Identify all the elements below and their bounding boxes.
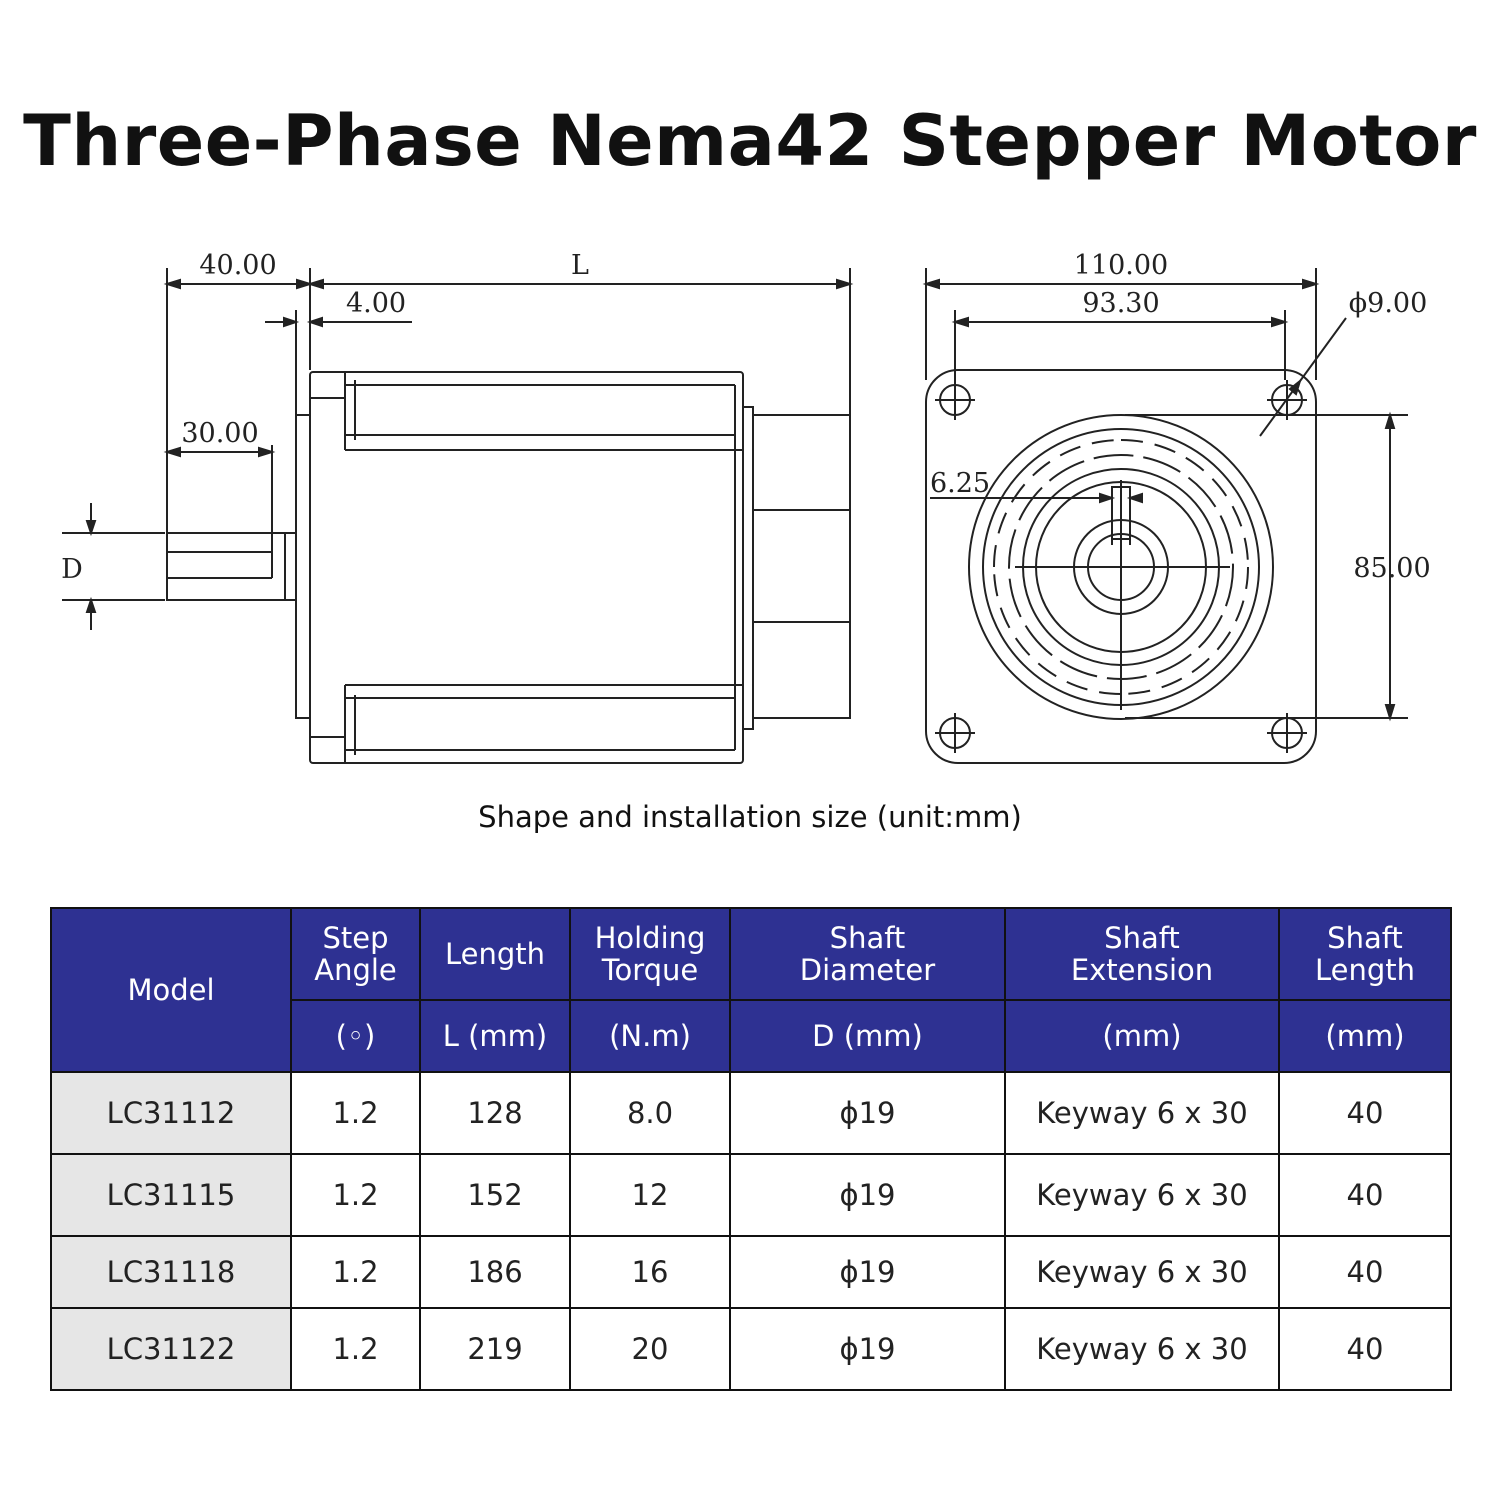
cell-diameter: ϕ19 bbox=[730, 1308, 1005, 1390]
cell-step-angle: 1.2 bbox=[291, 1308, 420, 1390]
cell-extension: Keyway 6 x 30 bbox=[1005, 1236, 1279, 1308]
header-shaft-extension: Shaft Extension bbox=[1005, 908, 1279, 1000]
dim-D-label: D bbox=[61, 554, 83, 585]
cell-length: 219 bbox=[420, 1308, 570, 1390]
header-step-angle: Step Angle bbox=[291, 908, 420, 1000]
header-length: Length bbox=[420, 908, 570, 1000]
table-row bbox=[51, 1154, 1451, 1236]
cell-extension: Keyway 6 x 30 bbox=[1005, 1154, 1279, 1236]
cell-shaft-length: 40 bbox=[1279, 1072, 1451, 1154]
cell-model: LC31112 bbox=[51, 1072, 291, 1154]
cell-torque: 16 bbox=[570, 1236, 730, 1308]
page-title: Three-Phase Nema42 Stepper Motor bbox=[23, 100, 1477, 182]
unit-shaft-extension: (mm) bbox=[1005, 1000, 1279, 1072]
dim-30-label: 30.00 bbox=[181, 418, 259, 449]
dim-625-label: 6.25 bbox=[929, 468, 991, 499]
unit-step-angle: (◦) bbox=[291, 1000, 420, 1072]
cell-diameter: ϕ19 bbox=[730, 1072, 1005, 1154]
dim-hole-label: ϕ9.00 bbox=[1348, 288, 1428, 319]
cell-model: LC31115 bbox=[51, 1154, 291, 1236]
unit-holding-torque: (N.m) bbox=[570, 1000, 730, 1072]
spec-table bbox=[50, 907, 1452, 1391]
header-holding-torque: Holding Torque bbox=[570, 908, 730, 1000]
cell-extension: Keyway 6 x 30 bbox=[1005, 1072, 1279, 1154]
cell-torque: 8.0 bbox=[570, 1072, 730, 1154]
cell-torque: 12 bbox=[570, 1154, 730, 1236]
table-row bbox=[51, 1072, 1451, 1154]
cell-shaft-length: 40 bbox=[1279, 1236, 1451, 1308]
cell-diameter: ϕ19 bbox=[730, 1154, 1005, 1236]
cell-shaft-length: 40 bbox=[1279, 1308, 1451, 1390]
table-row bbox=[51, 1236, 1451, 1308]
cell-shaft-length: 40 bbox=[1279, 1154, 1451, 1236]
unit-length: L (mm) bbox=[420, 1000, 570, 1072]
table-row bbox=[51, 1308, 1451, 1390]
cell-extension: Keyway 6 x 30 bbox=[1005, 1308, 1279, 1390]
dim-40-label: 40.00 bbox=[199, 250, 277, 281]
unit-shaft-diameter: D (mm) bbox=[730, 1000, 1005, 1072]
side-view bbox=[62, 268, 850, 763]
unit-shaft-length: (mm) bbox=[1279, 1000, 1451, 1072]
header-model: Model bbox=[51, 908, 291, 1072]
dim-93-label: 93.30 bbox=[1082, 288, 1160, 319]
header-shaft-length: Shaft Length bbox=[1279, 908, 1451, 1000]
drawing-caption: Shape and installation size (unit:mm) bbox=[478, 800, 1022, 834]
cell-length: 186 bbox=[420, 1236, 570, 1308]
cell-length: 152 bbox=[420, 1154, 570, 1236]
cell-diameter: ϕ19 bbox=[730, 1236, 1005, 1308]
cell-step-angle: 1.2 bbox=[291, 1236, 420, 1308]
cell-length: 128 bbox=[420, 1072, 570, 1154]
cell-step-angle: 1.2 bbox=[291, 1154, 420, 1236]
cell-model: LC31122 bbox=[51, 1308, 291, 1390]
dim-L-label: L bbox=[571, 250, 589, 281]
header-shaft-diameter: Shaft Diameter bbox=[730, 908, 1005, 1000]
dim-85-label: 85.00 bbox=[1353, 553, 1431, 584]
dim-4-label: 4.00 bbox=[345, 288, 407, 319]
front-view bbox=[926, 268, 1408, 763]
dim-110-label: 110.00 bbox=[1073, 250, 1169, 281]
cell-torque: 20 bbox=[570, 1308, 730, 1390]
cell-step-angle: 1.2 bbox=[291, 1072, 420, 1154]
cell-model: LC31118 bbox=[51, 1236, 291, 1308]
